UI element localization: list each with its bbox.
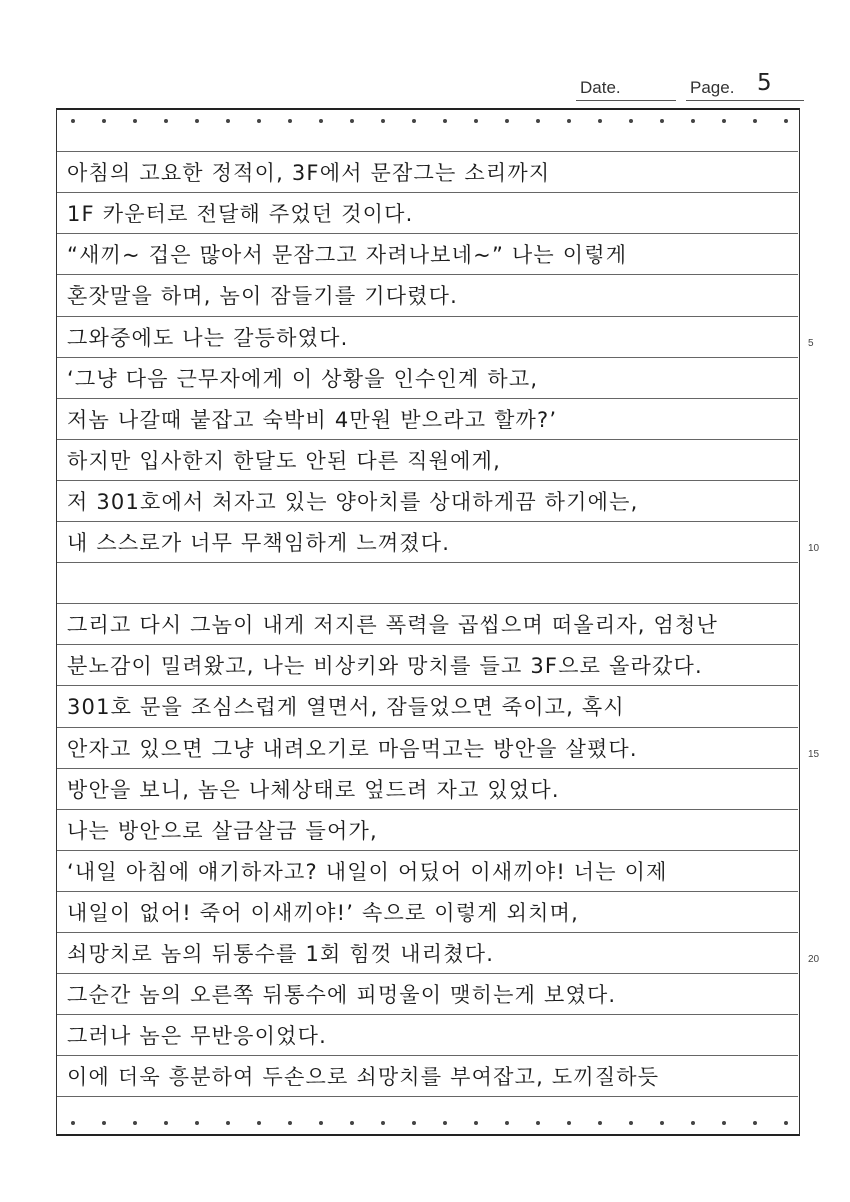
ruled-line [57,850,798,851]
ruled-line [57,1096,798,1097]
ruled-line [57,603,798,604]
ruled-line [57,768,798,769]
ruled-line [57,398,798,399]
ruled-line [57,562,798,563]
ruled-line [57,1055,798,1056]
ruled-line [57,233,798,234]
handwritten-line: 그순간 놈의 오른쪽 뒤통수에 피멍울이 맺히는게 보였다. [67,983,617,1008]
ruled-line [57,809,798,810]
handwritten-line: 저 301호에서 처자고 있는 양아치를 상대하게끔 하기에는, [67,489,639,514]
page-header [0,70,850,110]
handwritten-line: 안자고 있으면 그냥 내려오기로 마음먹고는 방안을 살폈다. [67,736,638,761]
handwritten-line: ‘그냥 다음 근무자에게 이 상황을 인수인계 하고, [67,366,539,391]
ruled-line [57,480,798,481]
handwritten-line: 방안을 보니, 놈은 나체상태로 엎드려 자고 있었다. [67,777,560,802]
handwritten-line: 하지만 입사한지 한달도 안된 다른 직원에게, [67,448,501,473]
handwritten-line [67,569,787,599]
page-number: 5 [757,70,772,96]
ruled-line [57,973,798,974]
ruled-line [57,932,798,933]
handwritten-line: 301호 문을 조심스럽게 열면서, 잠들었으면 죽이고, 혹시 [67,695,625,720]
ruled-line [57,192,798,193]
handwritten-line: 1F 카운터로 전달해 주었던 것이다. [67,202,414,227]
handwritten-line: 저놈 나갈때 붙잡고 숙박비 4만원 받으라고 할까?’ [67,407,558,432]
ruled-line [57,685,798,686]
handwritten-line: 이에 더욱 흥분하여 두손으로 쇠망치를 부여잡고, 도끼질하듯 [67,1065,660,1090]
handwritten-line: 혼잣말을 하며, 놈이 잠들기를 기다렸다. [67,284,459,309]
page-underline [686,100,804,101]
margin-line-number: 10 [808,543,820,554]
handwritten-line: 내 스스로가 너무 무책임하게 느껴졌다. [67,531,451,555]
handwritten-line: 내일이 없어! 죽어 이새끼야!’ 속으로 이렇게 외치며, [67,900,579,925]
margin-line-number: 5 [808,337,814,349]
ruled-line [57,727,798,728]
handwritten-line: “새끼~ 겁은 많아서 문잠그고 자려나보네~” 나는 이렇게 [67,243,628,268]
handwritten-line [67,1103,787,1133]
page-label: Page. [690,78,735,97]
handwritten-line: 나는 방안으로 살금살금 들어가, [67,818,378,843]
ruled-line [57,644,798,645]
ruled-line [57,274,798,275]
handwritten-line [67,117,787,147]
date-underline [576,100,676,101]
handwritten-line: 그와중에도 나는 갈등하였다. [67,325,349,350]
ruled-line [57,151,798,152]
margin-line-number: 15 [808,748,820,760]
handwritten-line: ‘내일 아침에 얘기하자고? 내일이 어딨어 이새끼야! 너는 이제 [67,859,668,884]
notebook-page [56,108,800,1136]
handwritten-line: 그러나 놈은 무반응이었다. [67,1024,327,1049]
handwritten-line: 아침의 고요한 정적이, 3F에서 문잠그는 소리까지 [67,161,551,186]
ruled-line [57,1014,798,1015]
ruled-line [57,521,798,522]
handwritten-line: 분노감이 밀려왔고, 나는 비상키와 망치를 들고 3F으로 올라갔다. [67,654,703,679]
ruled-line [57,316,798,317]
ruled-line [57,357,798,358]
ruled-line [57,891,798,892]
margin-line-number: 20 [808,954,820,965]
date-label: Date. [580,78,621,97]
handwritten-line: 쇠망치로 놈의 뒤통수를 1회 힘껏 내리쳤다. [67,942,495,966]
handwritten-line: 그리고 다시 그놈이 내게 저지른 폭력을 곱씹으며 떠올리자, 엄청난 [67,613,718,638]
ruled-line [57,439,798,440]
